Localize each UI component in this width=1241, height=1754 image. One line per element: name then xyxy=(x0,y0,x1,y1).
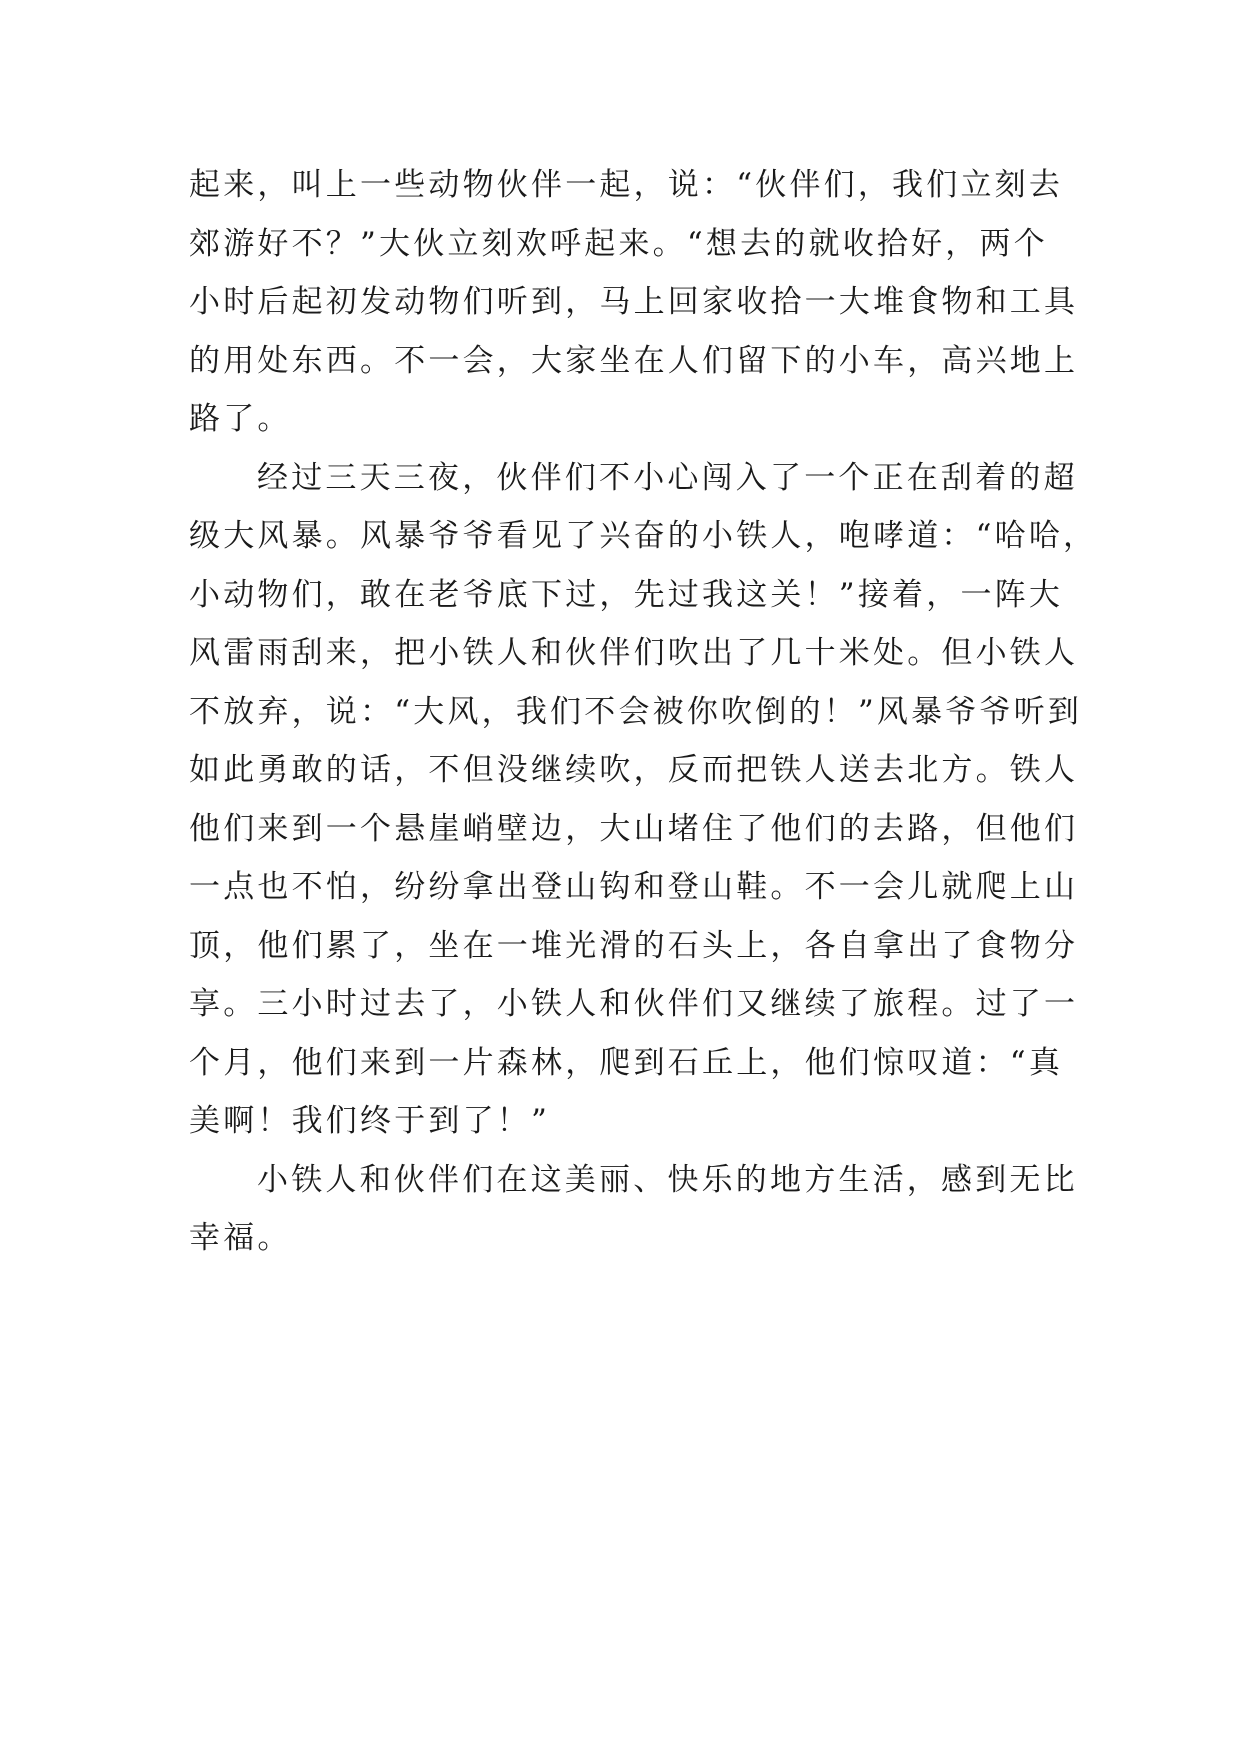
text-line: 不放弃，说：“大风，我们不会被你吹倒的！”风暴爷爷听到 xyxy=(189,693,1083,730)
text-line: 级大风暴。风暴爷爷看见了兴奋的小铁人，咆哮道：“哈哈， xyxy=(189,518,1098,554)
text-line: 经过三天三夜，伙伴们不小心闯入了一个正在刮着的超 xyxy=(257,459,1078,496)
text-line: 起来，叫上一些动物伙伴一起，说：“伙伴们，我们立刻去 xyxy=(189,167,1064,203)
text-line: 幸福。 xyxy=(189,1220,292,1256)
text-line: 他们来到一个悬崖峭壁边，大山堵住了他们的去路，但他们 xyxy=(189,810,1079,847)
text-line: 的用处东西。不一会，大家坐在人们留下的小车，高兴地上 xyxy=(189,342,1079,379)
text-line: 风雷雨刮来，把小铁人和伙伴们吹出了几十米处。但小铁人 xyxy=(189,635,1079,671)
text-line: 郊游好不？”大伙立刻欢呼起来。“想去的就收拾好，两个 xyxy=(189,225,1048,262)
text-line: 个月，他们来到一片森林，爬到石丘上，他们惊叹道：“真 xyxy=(189,1044,1064,1081)
text-line: 一点也不怕，纷纷拿出登山钩和登山鞋。不一会儿就爬上山 xyxy=(189,869,1079,905)
text-line: 如此勇敢的话，不但没继续吹，反而把铁人送去北方。铁人 xyxy=(189,752,1079,788)
text-line: 小铁人和伙伴们在这美丽、快乐的地方生活，感到无比 xyxy=(257,1161,1078,1198)
text-line: 享。三小时过去了，小铁人和伙伴们又继续了旅程。过了一 xyxy=(189,986,1079,1022)
text-line: 顶，他们累了，坐在一堆光滑的石头上，各自拿出了食物分 xyxy=(189,927,1079,964)
text-line: 小动物们，敢在老爷底下过，先过我这关！”接着，一阵大 xyxy=(189,576,1064,613)
text-line: 路了。 xyxy=(189,401,292,437)
document-body xyxy=(189,156,1098,1268)
text-line: 小时后起初发动物们听到，马上回家收拾一大堆食物和工具 xyxy=(189,284,1079,320)
text-line: 美啊！我们终于到了！” xyxy=(189,1103,551,1139)
